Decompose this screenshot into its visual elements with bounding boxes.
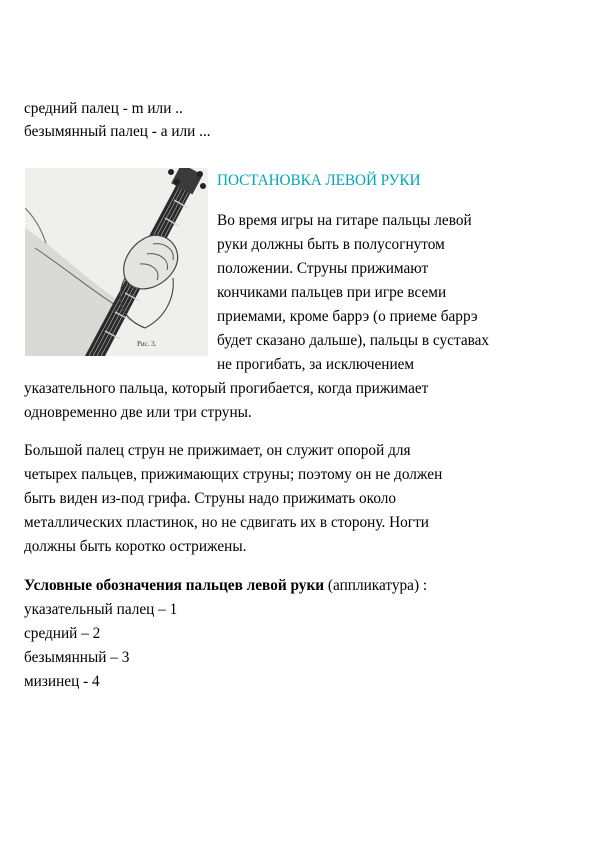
paragraph-line: приемами, кроме баррэ (о приеме баррэ — [217, 308, 478, 325]
paragraph-line: будет сказано дальше), пальцы в суставах — [217, 332, 490, 349]
paragraph-line: Большой палец струн не прижимает, он служит опорой для — [24, 442, 411, 459]
notation-title-bold: Условные обозначения пальцев левой руки — [24, 577, 325, 594]
text-line: безымянный палец - а или ... — [24, 123, 211, 140]
notation-title — [24, 574, 427, 598]
guitar-hand-illustration — [25, 168, 208, 356]
notation-item: мизинец - 4 — [24, 673, 100, 690]
text-line: средний палец - m или .. — [24, 100, 183, 117]
notation-title-rest: (аппликатура) : — [324, 577, 428, 594]
paragraph-line: одновременно две или три струны. — [24, 404, 252, 421]
paragraph-line: указательного пальца, который прогибается, когда прижимает — [24, 380, 429, 397]
paragraph-line: Во время игры на гитаре пальцы левой — [217, 212, 472, 229]
notation-item: безымянный – 3 — [24, 649, 130, 666]
paragraph-line: четырех пальцев, прижимающих струны; поэтому он не должен — [24, 466, 443, 483]
paragraph-line: кончиками пальцев при игре всеми — [217, 284, 447, 301]
notation-item: указательный палец – 1 — [24, 601, 178, 618]
paragraph-line: не прогибать, за исключением — [217, 356, 415, 373]
paragraph-line: руки должны быть в полусогнутом — [217, 236, 445, 253]
paragraph-line: положении. Струны прижимают — [217, 260, 429, 277]
notation-item: средний – 2 — [24, 625, 101, 642]
figure-caption: Рис. 3. — [137, 340, 157, 348]
paragraph-line: должны быть коротко острижены. — [24, 538, 247, 555]
section-heading: ПОСТАНОВКА ЛЕВОЙ РУКИ — [217, 172, 421, 189]
paragraph-line: быть виден из-под грифа. Струны надо прижимать около — [24, 490, 397, 507]
paragraph-line: металлических пластинок, но не сдвигать их в сторону. Ногти — [24, 514, 429, 531]
